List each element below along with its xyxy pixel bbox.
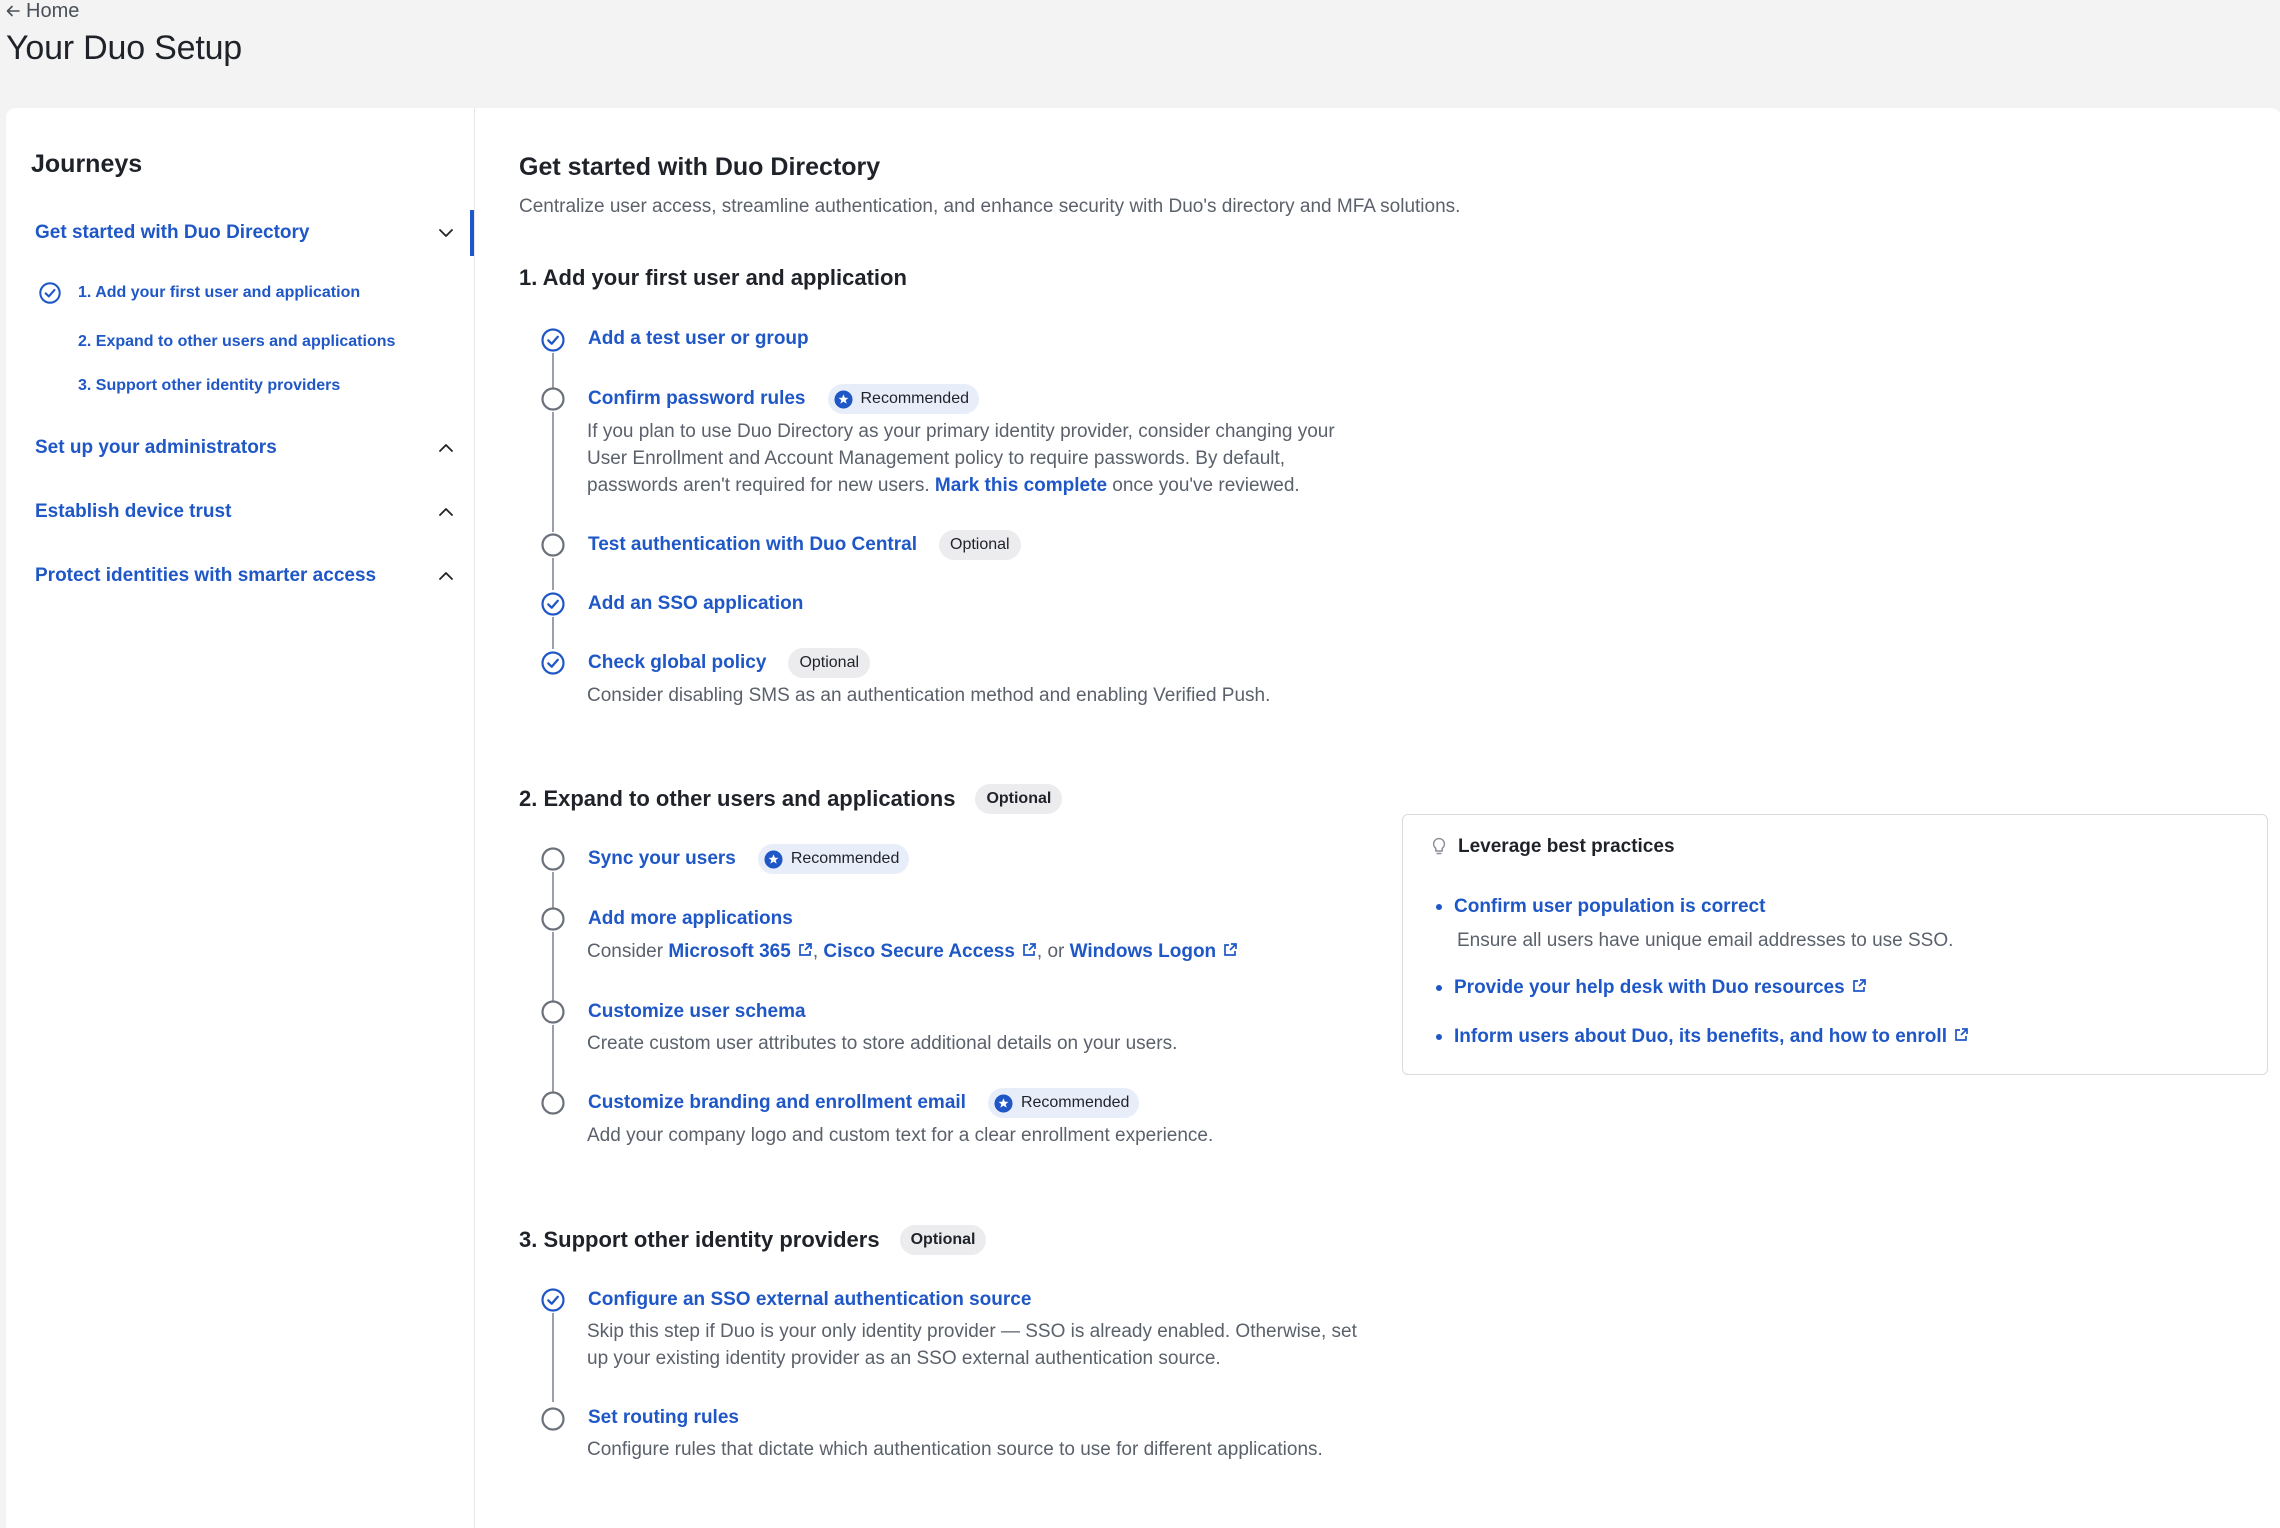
- step-configure-sso-source: [588, 1285, 1031, 1315]
- step-add-test-user: [588, 324, 809, 354]
- journey-title: Get started with Duo Directory: [519, 153, 881, 181]
- best-practice-link[interactable]: [1454, 977, 1867, 999]
- step-confirm-password-rules: [588, 384, 979, 414]
- bullet: [1436, 904, 1442, 910]
- step-check-global-policy: [588, 648, 870, 678]
- bullet: [1436, 1034, 1442, 1040]
- mark-complete-link[interactable]: Mark this complete: [934, 475, 1108, 496]
- step-add-sso-app: [588, 589, 803, 619]
- timeline-connector: [552, 1313, 554, 1402]
- step-description: Create custom user attributes to store additional details on your users.: [587, 1033, 1178, 1054]
- step-link[interactable]: Test authentication with Duo Central: [588, 534, 917, 555]
- step-description: Add your company logo and custom text for a clear enrollment experience.: [587, 1125, 1214, 1146]
- best-practices-title-text: Leverage best practices: [1458, 836, 1675, 857]
- separator: , or: [1036, 941, 1065, 962]
- active-group-indicator: [470, 210, 474, 256]
- check-circle-icon: [540, 591, 566, 617]
- best-practice-item[interactable]: [1436, 1026, 1969, 1048]
- journeys-heading: Journeys: [31, 150, 143, 178]
- best-practice-item[interactable]: [1436, 896, 1765, 918]
- sidebar-group-smarter-access[interactable]: [35, 556, 455, 596]
- desc-text: Consider: [587, 941, 664, 962]
- star-badge-icon: [834, 390, 853, 409]
- page-title: Your Duo Setup: [6, 29, 243, 67]
- sidebar-group-label: Set up your administrators: [35, 437, 277, 458]
- empty-circle-icon: [540, 846, 566, 872]
- bullet: [1436, 985, 1442, 991]
- windows-logon-link[interactable]: [1070, 941, 1239, 962]
- link-label: Windows Logon: [1069, 941, 1217, 962]
- best-practice-description: Ensure all users have unique email addresses to use SSO.: [1457, 930, 1954, 951]
- back-home-link[interactable]: [6, 0, 79, 22]
- best-practice-link[interactable]: Confirm user population is correct: [1454, 896, 1766, 917]
- section-3-title-text: 3. Support other identity providers: [519, 1227, 880, 1252]
- best-practices-title: [1430, 836, 1675, 858]
- step-link[interactable]: Check global policy: [588, 652, 767, 673]
- section-1-title-text: 1. Add your first user and application: [519, 265, 907, 290]
- separator: ,: [812, 941, 819, 962]
- section-1-title: [519, 265, 907, 291]
- step-link[interactable]: Configure an SSO external authentication source: [588, 1289, 1032, 1310]
- empty-circle-icon: [540, 1090, 566, 1116]
- sidebar-group-label: Protect identities with smarter access: [35, 565, 377, 586]
- empty-circle-icon: [540, 906, 566, 932]
- section-2-title-text: 2. Expand to other users and applications: [519, 786, 956, 811]
- external-link-icon: [1953, 1027, 1969, 1043]
- timeline-connector: [552, 872, 554, 909]
- check-circle-icon: [540, 650, 566, 676]
- check-circle-icon: [540, 1287, 566, 1313]
- desc-line: User Enrollment and Account Management policy to require passwords. By default,: [587, 448, 1286, 469]
- link-label: Inform users about Duo, its benefits, and how to enroll: [1454, 1026, 1947, 1047]
- step-customize-schema: [588, 997, 806, 1027]
- step-description: [587, 938, 1238, 965]
- badge-label: Recommended: [860, 390, 969, 407]
- step-link[interactable]: Add a test user or group: [588, 328, 809, 349]
- empty-circle-icon: [540, 386, 566, 412]
- journeys-sidebar: [6, 108, 474, 1528]
- recommended-badge: [988, 1088, 1140, 1118]
- chevron-up-icon: [437, 567, 455, 585]
- badge-label: Recommended: [790, 850, 900, 867]
- step-link[interactable]: Customize user schema: [588, 1001, 806, 1022]
- timeline-connector: [552, 412, 554, 532]
- link-label: Cisco Secure Access: [823, 941, 1015, 962]
- recommended-badge: [828, 384, 980, 414]
- desc-line: up your existing identity provider as an SSO external authentication source.: [587, 1348, 1221, 1369]
- empty-circle-icon: [540, 532, 566, 558]
- step-description: [587, 1318, 1357, 1372]
- sidebar-subitem-expand-users[interactable]: 2. Expand to other users and applications: [78, 333, 396, 350]
- journey-description: Centralize user access, streamline authentication, and enhance security with Duo's directory and MFA solutions.: [519, 196, 1461, 217]
- best-practice-item[interactable]: [1436, 977, 1867, 999]
- sidebar-group-device-trust[interactable]: [35, 492, 455, 532]
- best-practice-link[interactable]: [1454, 1026, 1969, 1048]
- badge-label: Recommended: [1020, 1094, 1130, 1111]
- step-description: Consider disabling SMS as an authentication method and enabling Verified Push.: [587, 685, 1271, 706]
- sidebar-group-label: Get started with Duo Directory: [35, 222, 310, 243]
- step-link[interactable]: Customize branding and enrollment email: [588, 1092, 966, 1113]
- step-link[interactable]: Confirm password rules: [588, 388, 806, 409]
- desc-line: Skip this step if Duo is your only identity provider — SSO is already enabled. Otherwise, set: [587, 1321, 1357, 1342]
- link-label: Microsoft 365: [668, 941, 791, 962]
- desc-line: [587, 472, 1335, 499]
- chevron-up-icon: [437, 503, 455, 521]
- microsoft-365-link[interactable]: [668, 941, 812, 962]
- lightbulb-icon: [1430, 836, 1448, 858]
- external-link-icon: [1222, 942, 1238, 958]
- sidebar-group-get-started[interactable]: [35, 213, 455, 253]
- optional-badge: Optional: [975, 784, 1062, 814]
- chevron-down-icon: [437, 224, 455, 242]
- check-circle-icon: [540, 327, 566, 353]
- check-circle-icon: [38, 281, 62, 305]
- desc-text: once you've reviewed.: [1112, 475, 1300, 496]
- external-link-icon: [1851, 978, 1867, 994]
- step-link[interactable]: Set routing rules: [588, 1407, 739, 1428]
- cisco-secure-access-link[interactable]: [823, 941, 1037, 962]
- desc-text: passwords aren't required for new users.: [587, 475, 930, 496]
- step-description: Configure rules that dictate which authentication source to use for different applications.: [587, 1439, 1323, 1460]
- step-description: [587, 418, 1335, 499]
- step-add-more-apps: [588, 904, 793, 934]
- empty-circle-icon: [540, 1406, 566, 1432]
- timeline-connector: [552, 558, 554, 590]
- sidebar-subitem-support-idps[interactable]: 3. Support other identity providers: [78, 377, 341, 394]
- timeline-connector: [552, 617, 554, 649]
- arrow-left-icon: [6, 4, 20, 18]
- optional-badge: Optional: [939, 530, 1021, 560]
- section-2-title: [519, 784, 1062, 814]
- empty-circle-icon: [540, 999, 566, 1025]
- step-test-authentication: [588, 530, 1021, 560]
- external-link-icon: [797, 942, 813, 958]
- step-link[interactable]: Add an SSO application: [588, 593, 804, 614]
- optional-badge: Optional: [900, 1225, 987, 1255]
- step-customize-branding: [588, 1088, 1139, 1118]
- star-badge-icon: [994, 1094, 1013, 1113]
- step-link[interactable]: Sync your users: [588, 848, 736, 869]
- section-3-title: [519, 1225, 986, 1255]
- desc-line: If you plan to use Duo Directory as your primary identity provider, consider changing your: [587, 421, 1335, 442]
- star-badge-icon: [764, 850, 783, 869]
- step-link[interactable]: Add more applications: [588, 908, 793, 929]
- recommended-badge: [758, 844, 910, 874]
- optional-badge: Optional: [788, 648, 870, 678]
- chevron-up-icon: [437, 439, 455, 457]
- timeline-connector: [552, 353, 554, 390]
- link-label: Provide your help desk with Duo resources: [1454, 977, 1845, 998]
- sidebar-subitem-add-first-user[interactable]: 1. Add your first user and application: [78, 284, 361, 301]
- step-set-routing-rules: [588, 1403, 739, 1433]
- back-home-label: Home: [26, 0, 80, 22]
- step-sync-users: [588, 844, 909, 874]
- sidebar-group-administrators[interactable]: [35, 428, 455, 468]
- sidebar-group-label: Establish device trust: [35, 501, 232, 522]
- external-link-icon: [1021, 942, 1037, 958]
